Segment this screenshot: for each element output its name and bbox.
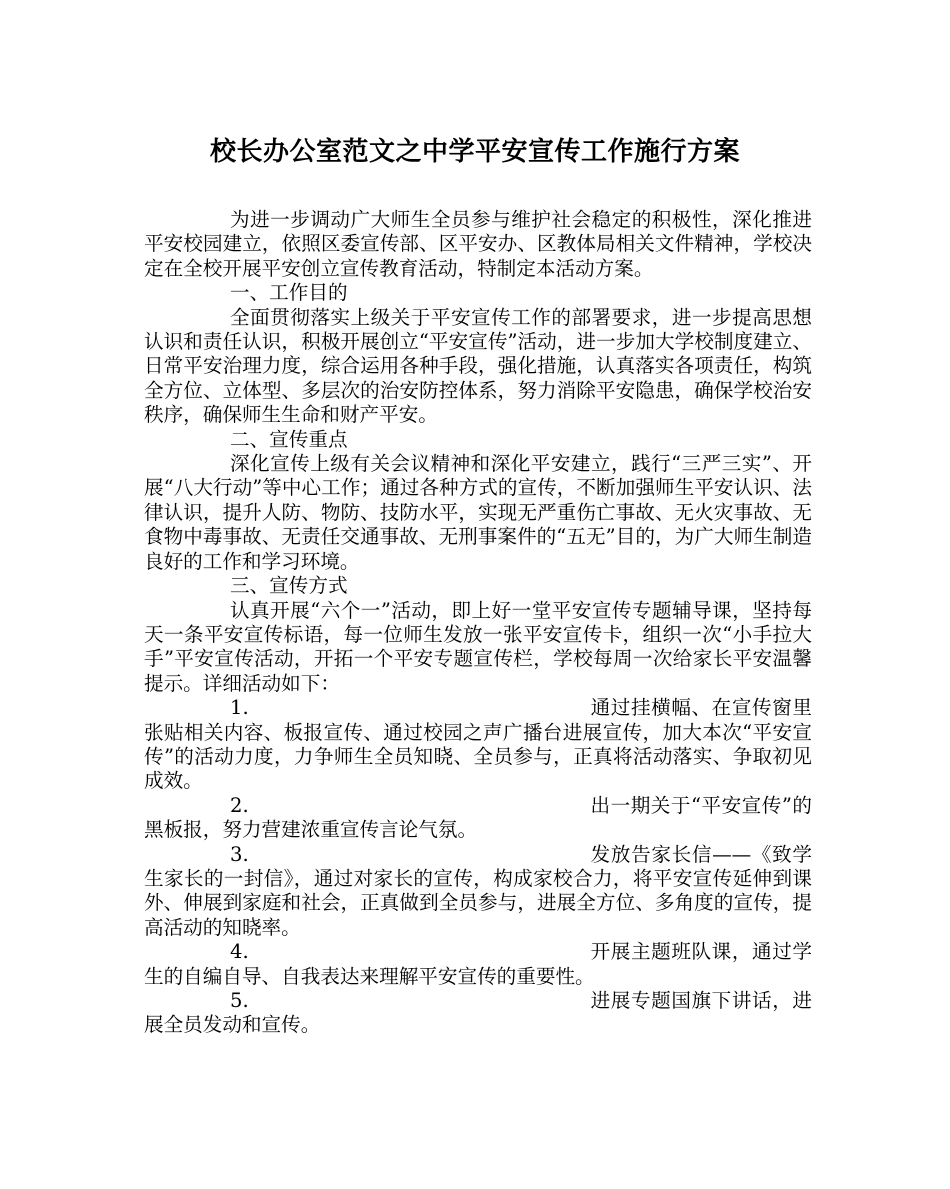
list-item-number: 2.: [230, 793, 249, 817]
list-item-number: 1.: [230, 696, 249, 720]
list-item: [144, 794, 812, 843]
section-paragraph-focus: 深化宣传上级有关会议精神和深化平安建立，践行“三严三实”、开展“八大行动”等中心工作；通过各种方式的宣传，不断加强师生平安认识、法律认识，提升人防、物防、技防水平，实现无严重伤亡事故、无火灾事故、无食物中毒事故、无责任交通事故、无刑事案件的“五无”目的，为广大师生制造良好的工作和学习环境。: [144, 452, 812, 573]
list-item: [144, 843, 812, 941]
list-item-number: 5.: [230, 989, 249, 1012]
section-heading-purpose: 一、工作目的: [230, 281, 348, 305]
section-paragraph-purpose: 全面贯彻落实上级关于平安宣传工作的部署要求，进一步提高思想认识和责任认识，积极开展创立“平安宣传”活动，进一步加大学校制度建立、日常平安治理力度，综合运用各种手段，强化措施，认真落实各项责任，构筑全方位、立体型、多层次的治安防控体系，努力消除平安隐患，确保学校治安秩序，确保师生生命和财产平安。: [144, 305, 812, 427]
list-item-number: 4.: [230, 940, 249, 964]
list-item: [144, 696, 812, 794]
section-heading-focus: 二、宣传重点: [230, 427, 348, 451]
list-item-text: 开展主题班队课，通过学生的自编自导、自我表达来理解平安宣传的重要性。: [144, 940, 812, 988]
document-body: [144, 208, 812, 1038]
list-item-text: 进展专题国旗下讲话，进展全员发动和宣传。: [144, 989, 812, 1037]
intro-paragraph: 为进一步调动广大师生全员参与维护社会稳定的积极性，深化推进平安校园建立，依照区委宣传部、区平安办、区教体局相关文件精神，学校决定在全校开展平安创立宣传教育活动，特制定本活动方案。: [144, 208, 812, 280]
section-paragraph-methods: 认真开展“六个一”活动，即上好一堂平安宣传专题辅导课，坚持每天一条平安宣传标语，每一位师生发放一张平安宣传卡，组织一次“小手拉大手”平安宣传活动，开拓一个平安专题宣传栏，学校每周一次给家长平安温馨提示。详细活动如下：: [144, 598, 812, 695]
list-item: [144, 989, 812, 1038]
document-title: 校长办公室范文之中学平安宣传工作施行方案: [209, 137, 740, 167]
list-item-number: 3.: [230, 842, 249, 866]
list-item-text: 出一期关于“平安宣传”的黑板报，努力营建浓重宣传言论气氛。: [144, 793, 812, 842]
list-item-text: 发放告家长信——《致学生家长的一封信》，通过对家长的宣传，构成家校合力，将平安宣传延伸到课外、伸展到家庭和社会，正真做到全员参与，进展全方位、多角度的宣传，提高活动的知晓率。: [144, 842, 812, 939]
list-item: [144, 940, 812, 989]
section-heading-methods: 三、宣传方式: [230, 574, 348, 598]
list-item-text: 通过挂横幅、在宣传窗里张贴相关内容、板报宣传、通过校园之声广播台进展宣传，加大本次“平安宣传”的活动力度，力争师生全员知晓、全员参与，正真将活动落实、争取初见成效。: [144, 696, 812, 793]
